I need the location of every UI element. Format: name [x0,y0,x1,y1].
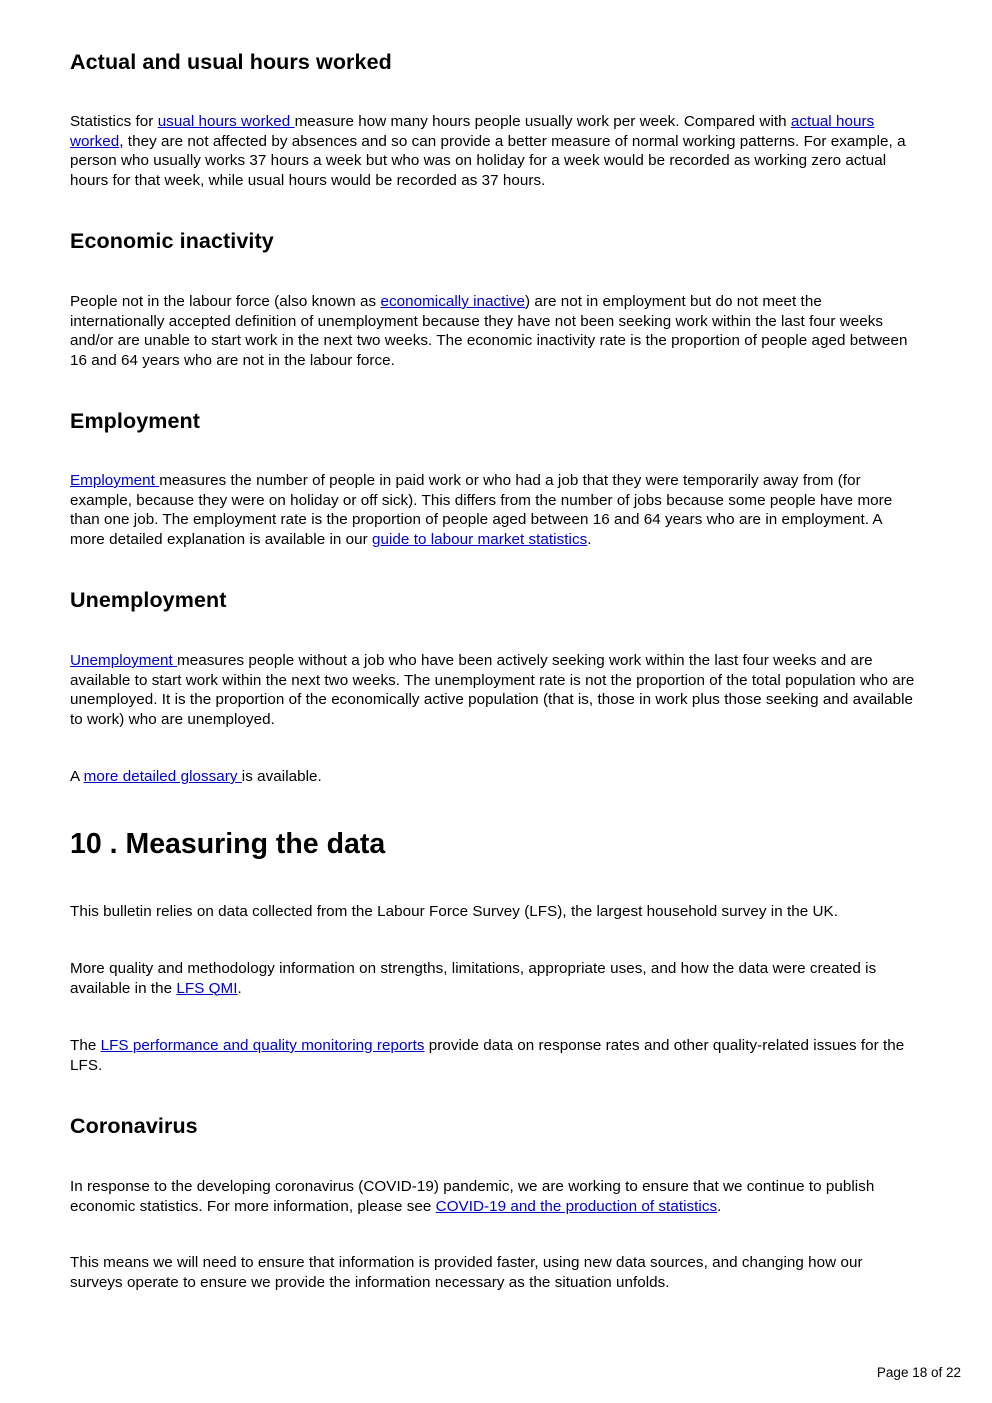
paragraph-lfs: This bulletin relies on data collected from the Labour Force Survey (LFS), the largest household survey in the UK. [70,903,838,920]
paragraph-employment [70,471,918,549]
text: measures the number of people in paid work or who had a job that they were temporarily away from (for example, because they were on holiday or off sick). This differs from the number of jobs because some people have more than one job. The employment rate is the proportion of people aged between 16 and 64 years who are in employment. A more detailed explanation is available in our [70,472,893,548]
text: In response to the developing coronavirus (COVID-19) pandemic, we are working to ensure that we continue to publish economic statistics. For more information, please see [70,1178,875,1215]
page-number: Page 18 of 22 [876,1365,961,1380]
paragraph-performance-reports [70,1036,918,1075]
text: . [237,979,242,997]
text: Statistics for [70,113,158,130]
paragraph-information-faster: This means we will need to ensure that information is provided faster, using new data sources, and changing how our surveys operate to ensure we provide the information necessary as the situation unfolds. [70,1254,863,1291]
heading-coronavirus: Coronavirus [70,1114,198,1138]
link-actual-hours-worked[interactable]: actual hours worked [70,113,875,150]
heading-employment: Employment [70,409,201,433]
link-lfs-performance-reports[interactable]: LFS performance and quality monitoring reports [100,1037,425,1054]
heading-unemployment: Unemployment [70,588,227,612]
paragraph-quality-methodology [70,959,918,998]
link-covid-production-statistics[interactable]: COVID-19 and the production of statistics [435,1197,718,1215]
paragraph-covid-response [70,1177,918,1216]
paragraph-actual-usual-hours [70,112,918,190]
text: More quality and methodology information on strengths, limitations, appropriate uses, and how the data were created is available in the [70,960,877,997]
text: is available. [241,768,322,785]
text: ) are not in employment but do not meet the internationally accepted definition of unemployment because they have not been seeking work within the last four weeks and/or are unable to start work in the next two weeks. The economic inactivity rate is the proportion of people aged between 16 and 64 years who are not in the labour force. [70,293,908,369]
link-more-detailed-glossary[interactable]: more detailed glossary [83,768,242,785]
text: The [70,1037,101,1054]
link-unemployment[interactable]: Unemployment [70,652,178,669]
text: . [587,530,592,548]
text: measures people without a job who have been actively seeking work within the last four weeks and are available to start work within the next two weeks. The unemployment rate is not the proportion of the total population who are unemployed. It is the proportion of the economically active population (that is, those in work plus those seeking and available to work) who are unemployed. [70,652,915,728]
link-economically-inactive[interactable]: economically inactive [380,293,526,310]
heading-economic-inactivity: Economic inactivity [70,229,274,253]
paragraph-unemployment [70,651,918,729]
text: , they are not affected by absences and so can provide a better measure of normal working patterns. For example, a person who usually works 37 hours a week but who was on holiday for a week would be recorded as working zero actual hours for that week, while usual hours would be recorded as 37 hours. [70,132,906,189]
text: People not in the labour force (also known as [70,293,381,310]
link-guide-labour-market-statistics[interactable]: guide to labour market statistics [372,530,588,548]
link-usual-hours-worked[interactable]: usual hours worked [157,113,295,130]
paragraph-economic-inactivity [70,292,918,370]
heading-actual-usual-hours: Actual and usual hours worked [70,50,392,74]
text: provide data on response rates and other quality-related issues for the LFS. [70,1037,905,1074]
text: . [717,1197,722,1215]
paragraph-glossary [70,767,918,787]
link-employment[interactable]: Employment [70,472,160,489]
heading-measuring-the-data: 10 . Measuring the data [70,828,386,860]
text: measure how many hours people usually work per week. Compared with [294,113,791,130]
text: A [70,768,84,785]
link-lfs-qmi[interactable]: LFS QMI [176,979,238,997]
